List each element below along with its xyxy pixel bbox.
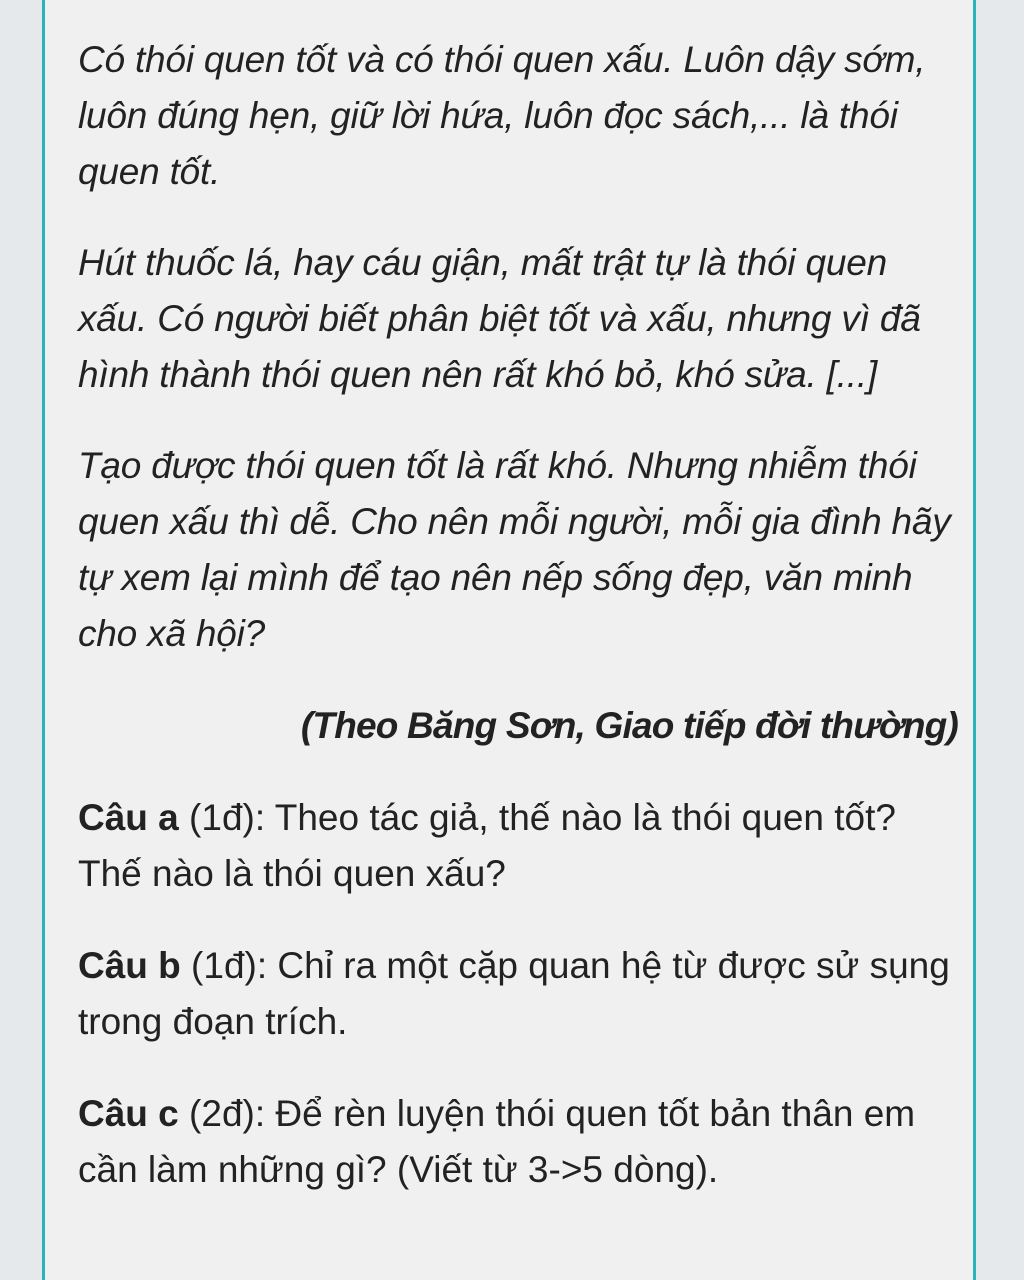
- question-b: [78, 938, 958, 1050]
- passage-paragraph-3: Tạo được thói quen tốt là rất khó. Nhưng nhiễm thói quen xấu thì dễ. Cho nên mỗi người, mỗi gia đình hãy tự xem lại mình để tạo nên nếp sống đẹp, văn minh cho xã hội?: [78, 445, 951, 654]
- question-c: [78, 1086, 958, 1198]
- question-a-text: (1đ): Theo tác giả, thế nào là thói quen tốt? Thế nào là thói quen xấu?: [78, 797, 896, 894]
- question-a-label: Câu a: [78, 797, 179, 838]
- question-b-label: Câu b: [78, 945, 181, 986]
- question-a: [78, 790, 958, 902]
- document-body: [78, 32, 958, 1234]
- passage-paragraph-2: Hút thuốc lá, hay cáu giận, mất trật tự là thói quen xấu. Có người biết phân biệt tốt và xấu, nhưng vì đã hình thành thói quen nên rất khó bỏ, khó sửa. [...]: [78, 242, 921, 395]
- question-c-text: (2đ): Để rèn luyện thói quen tốt bản thân em cần làm những gì? (Viết từ 3->5 dòng).: [78, 1093, 916, 1190]
- passage-source: (Theo Băng Sơn, Giao tiếp đời thường): [300, 705, 958, 746]
- question-c-label: Câu c: [78, 1093, 179, 1134]
- question-b-text: (1đ): Chỉ ra một cặp quan hệ từ được sử sụng trong đoạn trích.: [78, 945, 950, 1042]
- passage-paragraph-1: Có thói quen tốt và có thói quen xấu. Luôn dậy sớm, luôn đúng hẹn, giữ lời hứa, luôn đọc sách,... là thói quen tốt.: [78, 39, 926, 192]
- content-card: [42, 0, 976, 1280]
